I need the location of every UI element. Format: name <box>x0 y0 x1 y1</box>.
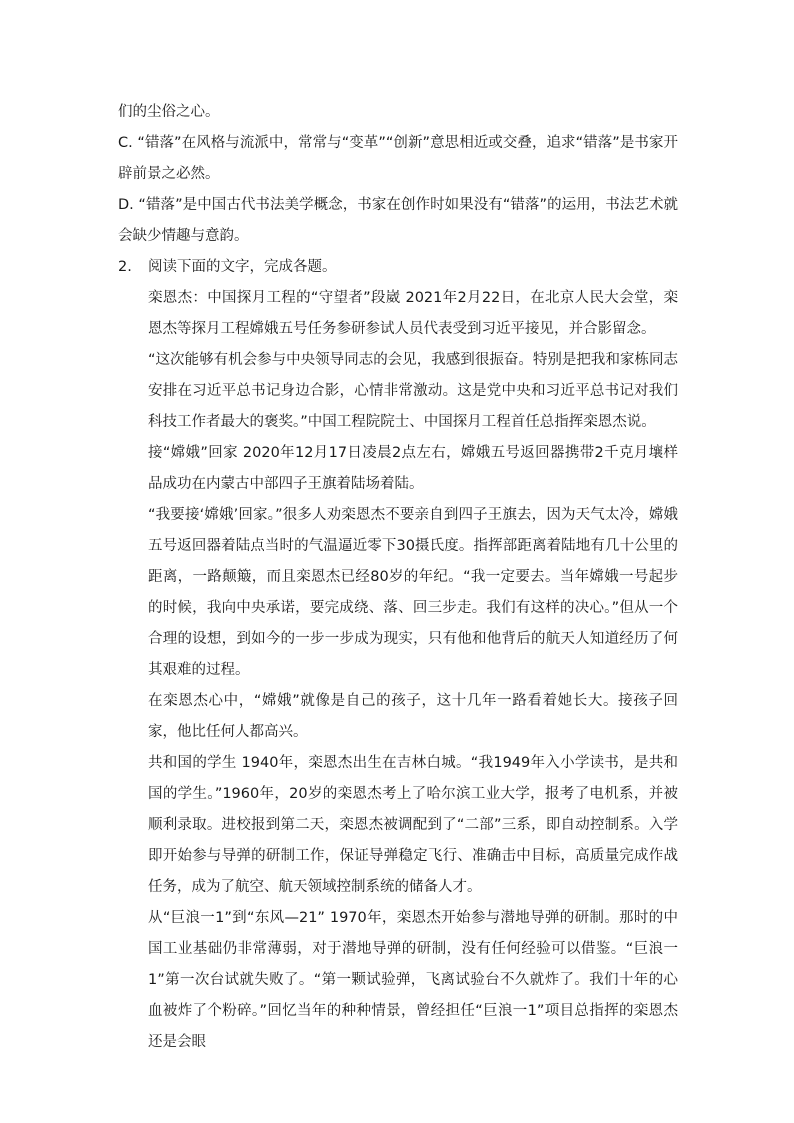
document-body <box>118 97 678 1058</box>
article-paragraph: 接“嫦娥”回家 2020年12月17日凌晨2点左右，嫦娥五号返回器携带2千克月壤样品成功在内蒙古中部四子王旗着陆场着陆。 <box>148 445 678 492</box>
question-number: 2. <box>118 259 132 275</box>
article-paragraph: 共和国的学生 1940年，栾恩杰出生在吉林白城。“我1949年入小学读书，是共和国的学生。”1960年，20岁的栾恩杰考上了哈尔滨工业大学，报考了电机系，并被顺利录取。进校报到第二天，栾恩杰被调配到了“二部”三系，即自动控制系。入学即开始参与导弹的研制工作，保证导弹稳定飞行、准确击中目标，高质量完成作战任务，成为了航空、航天领域控制系统的储备人才。 <box>148 755 678 895</box>
article-paragraph: “这次能够有机会参与中央领导同志的会见，我感到很振奋。特别是把我和家栋同志安排在习近平总书记身边合影，心情非常激动。这是党中央和习近平总书记对我们科技工作者最大的褒奖。”中国工程院院士、中国探月工程首任总指挥栾恩杰说。 <box>148 352 678 430</box>
question-2 <box>118 252 678 283</box>
option-c: C. “错落”在风格与流派中，常常与“变革”“创新”意思相近或交叠，追求“错落”是书家开辟前景之必然。 <box>118 135 678 182</box>
option-b-tail: 们的尘俗之心。 <box>118 104 220 120</box>
question-prompt: 阅读下面的文字，完成各题。 <box>148 259 337 275</box>
article-paragraph: 从“巨浪一1”到“东风—21” 1970年，栾恩杰开始参与潜地导弹的研制。那时的中国工业基础仍非常薄弱，对于潜地导弹的研制，没有任何经验可以借鉴。“巨浪一1”第一次台试就失败了。“第一颗试验弹，飞离试验台不久就炸了。我们十年的心血被炸了个粉碎。”回忆当年的种种情景，曾经担任“巨浪一1”项目总指挥的栾恩杰还是会眼 <box>148 910 678 1050</box>
option-d: D. “错落”是中国古代书法美学概念，书家在创作时如果没有“错落”的运用，书法艺术就会缺少情趣与意韵。 <box>118 197 678 244</box>
article-paragraph: “我要接‘嫦娥’回家。”很多人劝栾恩杰不要亲自到四子王旗去，因为天气太冷，嫦娥五号返回器着陆点当时的气温逼近零下30摄氏度。指挥部距离着陆地有几十公里的距离，一路颠簸，而且栾恩杰已经80岁的年纪。“我一定要去。当年嫦娥一号起步的时候，我向中央承诺，要完成绕、落、回三步走。我们有这样的决心。”但从一个合理的设想，到如今的一步一步成为现实，只有他和他背后的航天人知道经历了何其艰难的过程。 <box>148 507 678 678</box>
article-paragraph: 在栾恩杰心中，“嫦娥”就像是自己的孩子，这十几年一路看着她长大。接孩子回家，他比任何人都高兴。 <box>148 693 678 740</box>
article <box>118 283 678 1058</box>
article-paragraph: 栾恩杰：中国探月工程的“守望者”段崴 2021年2月22日，在北京人民大会堂，栾恩杰等探月工程嫦娥五号任务参研参试人员代表受到习近平接见，并合影留念。 <box>148 290 678 337</box>
